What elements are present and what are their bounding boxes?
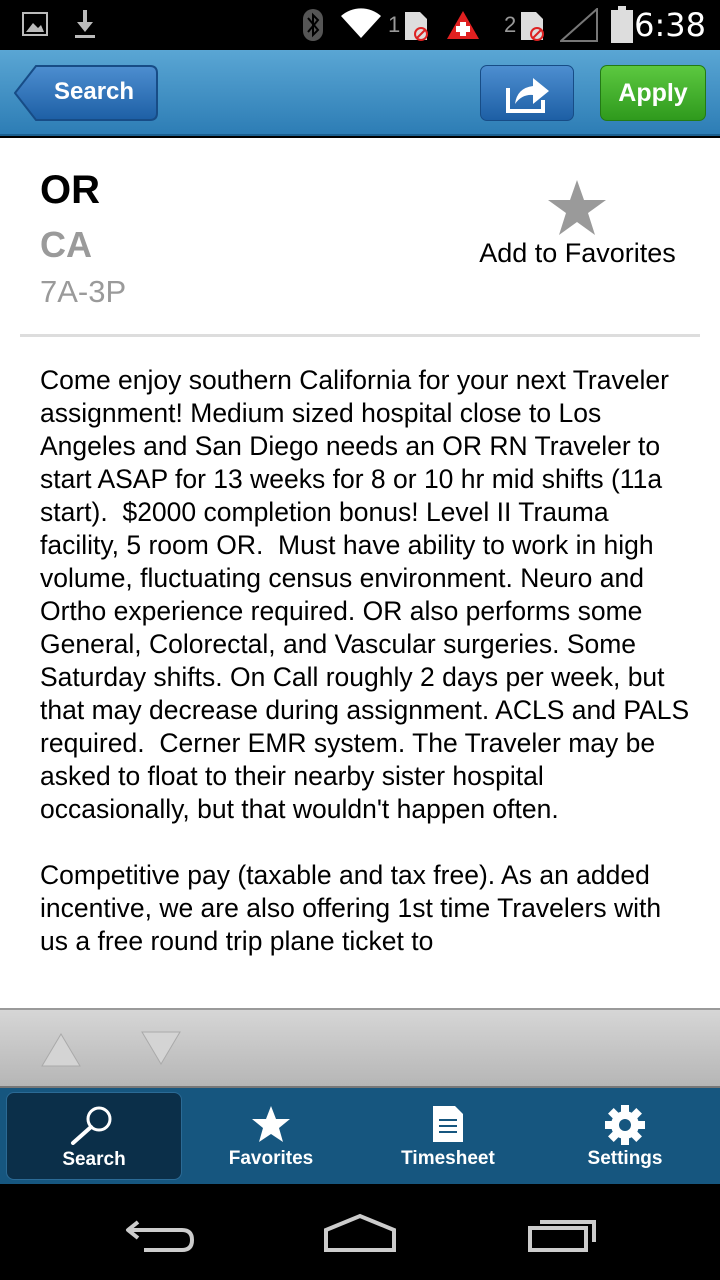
battery-icon (610, 6, 634, 44)
sim-icon (518, 10, 546, 42)
image-icon (22, 12, 48, 36)
job-description: Come enjoy southern California for your next Traveler assignment! Medium sized hospital close to Los Angeles and San Diego needs an OR RN Traveler to start ASAP for 13 weeks for 8 or 10 hr mid shifts (11a start). $2000 completion bonus! Level II Trauma facility, 5 room OR. Must have ability to work in high volume, fluctuating census environment. Neuro and Ortho experience required. OR also performs some General, Colorectal, and Vascular surgeries. Some Saturday shifts. On Call roughly 2 days per week, but that may decrease during assignment. ACLS and PALS required. Cerner EMR system. The Traveler may be asked to float to their nearby sister hospital occasionally, but that wouldn't happen often. Competitive pay (taxable and tax free). As an added incentive, we are also offering 1st time Travelers with us a free round trip plane ticket to (40, 365, 690, 956)
job-detail (0, 138, 720, 1008)
tab-search-label: Search (62, 1149, 126, 1170)
divider (20, 334, 700, 337)
sim1-label: 1 (388, 12, 401, 37)
signal-icon (560, 8, 598, 42)
add-to-favorites-button[interactable] (470, 178, 685, 278)
back-icon[interactable] (124, 1214, 196, 1254)
add-to-favorites-label: Add to Favorites (479, 238, 676, 268)
tab-favorites[interactable] (183, 1092, 359, 1180)
job-title: OR (40, 168, 100, 212)
search-icon (69, 1105, 119, 1145)
top-nav (0, 50, 720, 136)
tab-bar (0, 1088, 720, 1184)
bluetooth-icon (302, 8, 324, 42)
recent-apps-icon[interactable] (526, 1214, 598, 1254)
status-bar (0, 0, 720, 50)
share-button[interactable] (480, 65, 574, 121)
tab-settings[interactable] (537, 1092, 713, 1180)
job-shift: 7A-3P (40, 274, 127, 309)
gear-icon (604, 1104, 646, 1146)
share-icon (505, 74, 551, 114)
back-search-button[interactable] (14, 65, 158, 121)
document-icon (431, 1104, 465, 1144)
job-state: CA (40, 224, 92, 265)
download-icon (72, 8, 98, 40)
scroll-down-icon[interactable] (140, 1030, 182, 1066)
tab-timesheet[interactable] (360, 1092, 536, 1180)
alert-icon (446, 10, 480, 40)
scroll-controls (0, 1008, 720, 1088)
apply-button[interactable]: Apply (600, 65, 706, 121)
tab-timesheet-label: Timesheet (401, 1148, 495, 1169)
scroll-up-icon[interactable] (40, 1032, 82, 1068)
clock: 6:38 (634, 6, 706, 44)
tab-favorites-label: Favorites (228, 1148, 314, 1169)
wifi-icon (340, 8, 382, 40)
system-nav-bar (0, 1184, 720, 1280)
star-icon (546, 178, 608, 238)
tab-settings-label: Settings (587, 1148, 663, 1169)
home-icon[interactable] (322, 1212, 398, 1254)
back-button-label: Search (54, 78, 135, 105)
tab-search[interactable] (6, 1092, 182, 1180)
sim-icon (402, 10, 430, 42)
star-icon (251, 1104, 291, 1144)
sim2-label: 2 (504, 12, 517, 37)
